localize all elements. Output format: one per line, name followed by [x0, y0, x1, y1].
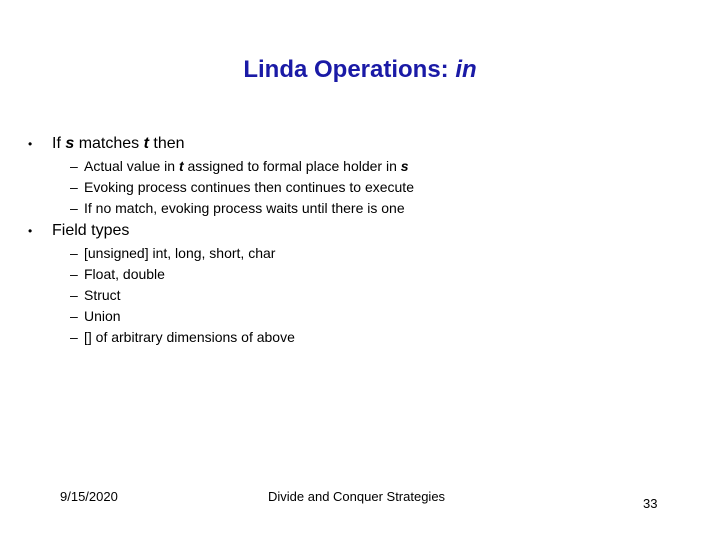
sub-marker: – — [70, 266, 78, 282]
sub-text: Union — [84, 308, 121, 324]
text-segment-emphasis: s — [65, 135, 75, 152]
sub-marker: – — [70, 179, 78, 195]
bullet-text — [52, 134, 185, 154]
sub-marker: – — [70, 200, 78, 216]
footer-title: Divide and Conquer Strategies — [268, 489, 446, 504]
sub-item — [70, 177, 414, 197]
sub-item — [70, 198, 405, 218]
sub-text — [84, 156, 409, 176]
slide-title — [0, 56, 720, 84]
sub-text: If no match, evoking process waits until there is one — [84, 200, 405, 216]
sub-item — [70, 306, 121, 326]
text-segment: matches — [74, 135, 144, 152]
text-segment: If — [52, 135, 66, 152]
sub-item — [70, 285, 121, 305]
text-segment-emphasis: s — [400, 158, 409, 174]
bullet-item — [28, 221, 130, 241]
text-segment: then — [148, 135, 185, 152]
text-segment-emphasis: t — [143, 135, 149, 152]
sub-item — [70, 264, 165, 284]
sub-item — [70, 243, 276, 263]
sub-marker: – — [70, 245, 78, 261]
sub-text: [] of arbitrary dimensions of above — [84, 329, 295, 345]
footer-date: 9/15/2020 — [60, 489, 118, 504]
sub-text: Struct — [84, 287, 121, 303]
sub-marker: – — [70, 308, 78, 324]
bullet-marker: • — [28, 137, 33, 151]
title-main-text: Linda Operations: — [243, 56, 456, 83]
sub-marker: – — [70, 287, 78, 303]
title-italic-text: in — [455, 56, 477, 83]
sub-marker: – — [70, 158, 78, 174]
sub-item — [70, 327, 295, 347]
text-segment: assigned to formal place holder in — [183, 158, 401, 174]
sub-text: [unsigned] int, long, short, char — [84, 245, 276, 261]
bullet-text: Field types — [52, 222, 130, 239]
bullet-item — [28, 134, 185, 154]
page-number: 33 — [643, 496, 658, 511]
sub-marker: – — [70, 329, 78, 345]
sub-text: Float, double — [84, 266, 165, 282]
sub-text: Evoking process continues then continues to execute — [84, 179, 414, 195]
text-segment-emphasis: t — [178, 158, 184, 174]
sub-item — [70, 156, 409, 176]
text-segment: Actual value in — [84, 158, 179, 174]
bullet-marker: • — [28, 224, 33, 238]
